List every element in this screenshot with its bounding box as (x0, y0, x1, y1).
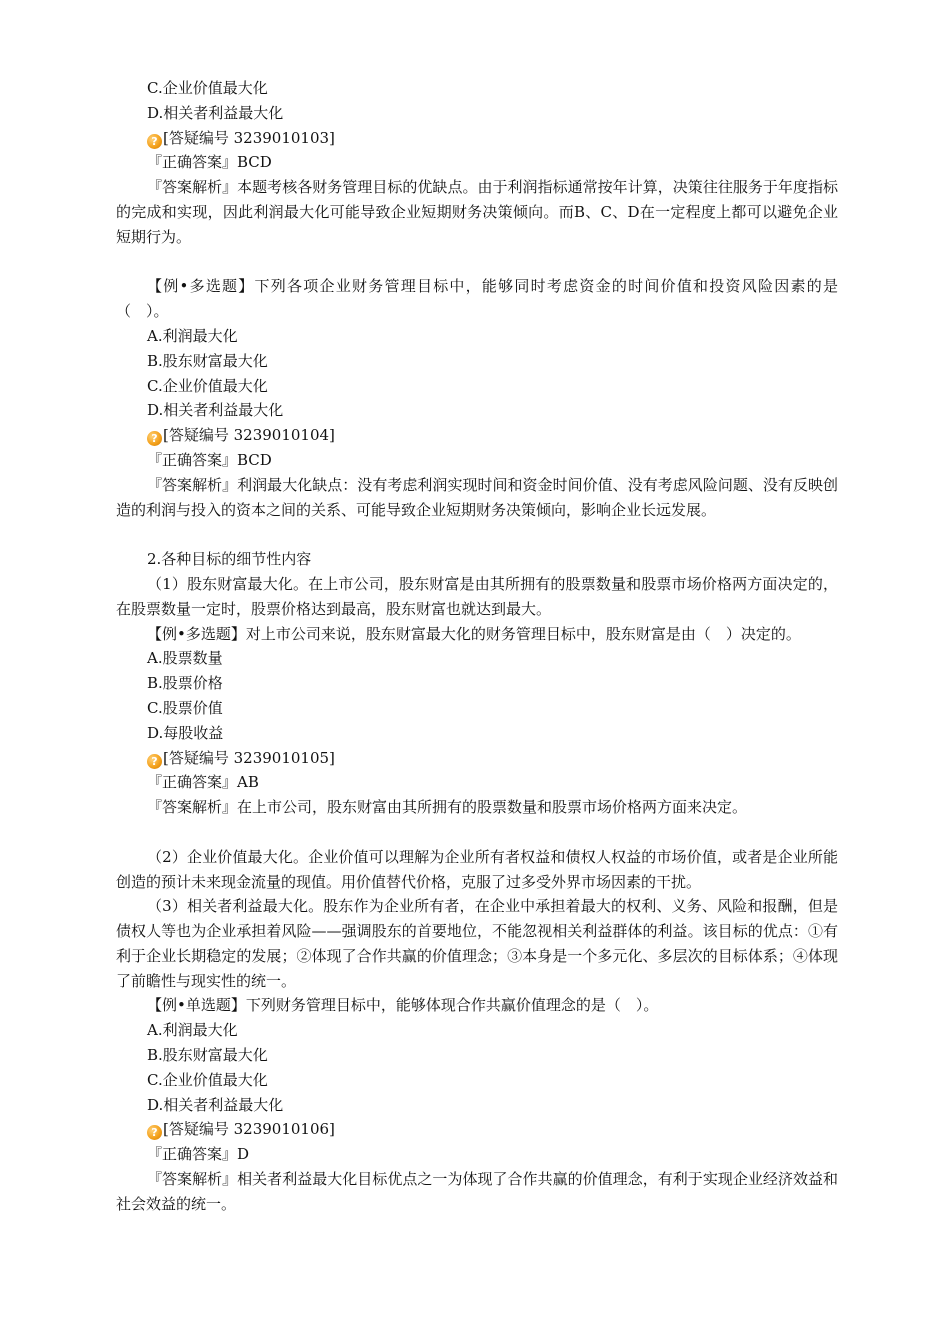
q2-option-a: A.利润最大化 (147, 326, 238, 345)
q4-analysis: 『答案解析』相关者利益最大化目标优点之一为体现了合作共赢的价值理念，有利于实现企业经济效益和社会效益的统一。 (116, 1170, 838, 1213)
q3-stem: 【例•多选题】对上市公司来说，股东财富最大化的财务管理目标中，股东财富是由（ ）决定的。 (147, 624, 801, 643)
q3-analysis: 『答案解析』在上市公司，股东财富由其所拥有的股票数量和股票市场价格两方面来决定。 (147, 798, 748, 817)
question-mark-circle-icon[interactable]: ? (147, 134, 162, 149)
q4-option-b: B.股东财富最大化 (147, 1046, 268, 1065)
q4-question-id-text: [答疑编号 3239010106] (163, 1120, 335, 1139)
q3-option-c: C.股票价值 (147, 698, 223, 717)
q3-question-id[interactable] (116, 746, 838, 771)
q2-stem: 【例•多选题】下列各项企业财务管理目标中，能够同时考虑资金的时间价值和投资风险因素的是（ ）。 (116, 277, 838, 321)
q3-option-b: B.股票价格 (147, 674, 223, 693)
spacer (116, 820, 838, 845)
q2-option-b: B.股东财富最大化 (147, 351, 268, 370)
q1-question-id-text: [答疑编号 3239010103] (163, 128, 335, 147)
q4-stem: 【例•单选题】下列财务管理目标中，能够体现合作共赢价值理念的是（ ）。 (147, 996, 659, 1015)
q3-question-id-text: [答疑编号 3239010105] (163, 748, 335, 767)
q2-option-c: C.企业价值最大化 (147, 376, 268, 395)
question-mark-circle-icon[interactable]: ? (147, 754, 162, 769)
q4-answer: 『正确答案』D (147, 1145, 250, 1164)
q4-option-a: A.利润最大化 (147, 1021, 238, 1040)
question-mark-circle-icon[interactable]: ? (147, 1125, 162, 1140)
q2-analysis: 『答案解析』利润最大化缺点：没有考虑利润实现时间和资金时间价值、没有考虑风险问题、没有反映创造的利润与投入的资本之间的关系、可能导致企业短期财务决策倾向，影响企业长远发展。 (116, 475, 838, 519)
q1-option-d: D.相关者利益最大化 (147, 103, 284, 122)
q4-option-c: C.企业价值最大化 (147, 1070, 268, 1089)
q4-option-d: D.相关者利益最大化 (147, 1095, 284, 1114)
question-mark-circle-icon[interactable]: ? (147, 431, 162, 446)
q2-option-d: D.相关者利益最大化 (147, 401, 284, 420)
section-heading: 2.各种目标的细节性内容 (147, 550, 312, 569)
document-page (116, 76, 838, 1217)
q2-answer: 『正确答案』BCD (147, 450, 272, 469)
q3-option-a: A.股票数量 (147, 649, 223, 668)
q1-analysis: 『答案解析』本题考核各财务管理目标的优缺点。由于利润指标通常按年计算，决策往往服务于年度指标的完成和实现，因此利润最大化可能导致企业短期财务决策倾向。而B、C、D在一定程度上都可以避免企业短期行为。 (116, 178, 838, 246)
section-paragraph-1: （1）股东财富最大化。在上市公司，股东财富是由其所拥有的股票数量和股票市场价格两方面决定的，在股票数量一定时，股票价格达到最高，股东财富也就达到最大。 (116, 574, 838, 618)
spacer (116, 250, 838, 275)
q2-question-id[interactable] (116, 423, 838, 448)
q3-option-d: D.每股收益 (147, 723, 224, 742)
q1-question-id[interactable] (116, 126, 838, 151)
q4-question-id[interactable] (116, 1117, 838, 1142)
q3-answer: 『正确答案』AB (147, 773, 259, 792)
section-paragraph-3: （3）相关者利益最大化。股东作为企业所有者，在企业中承担着最大的权利、义务、风险和报酬，但是债权人等也为企业承担着风险——强调股东的首要地位，不能忽视相关利益群体的利益。该目标的优点：①有利于企业长期稳定的发展；②体现了合作共赢的价值理念；③本身是一个多元化、多层次的目标体系；④体现了前瞻性与现实性的统一。 (116, 897, 838, 990)
q1-answer: 『正确答案』BCD (147, 153, 272, 172)
spacer (116, 522, 838, 547)
q1-option-c: C.企业价值最大化 (147, 79, 268, 97)
q2-question-id-text: [答疑编号 3239010104] (163, 426, 335, 445)
section-paragraph-2: （2）企业价值最大化。企业价值可以理解为企业所有者权益和债权人权益的市场价值，或者是企业所能创造的预计未来现金流量的现值。用价值替代价格，克服了过多受外界市场因素的干扰。 (116, 847, 838, 891)
